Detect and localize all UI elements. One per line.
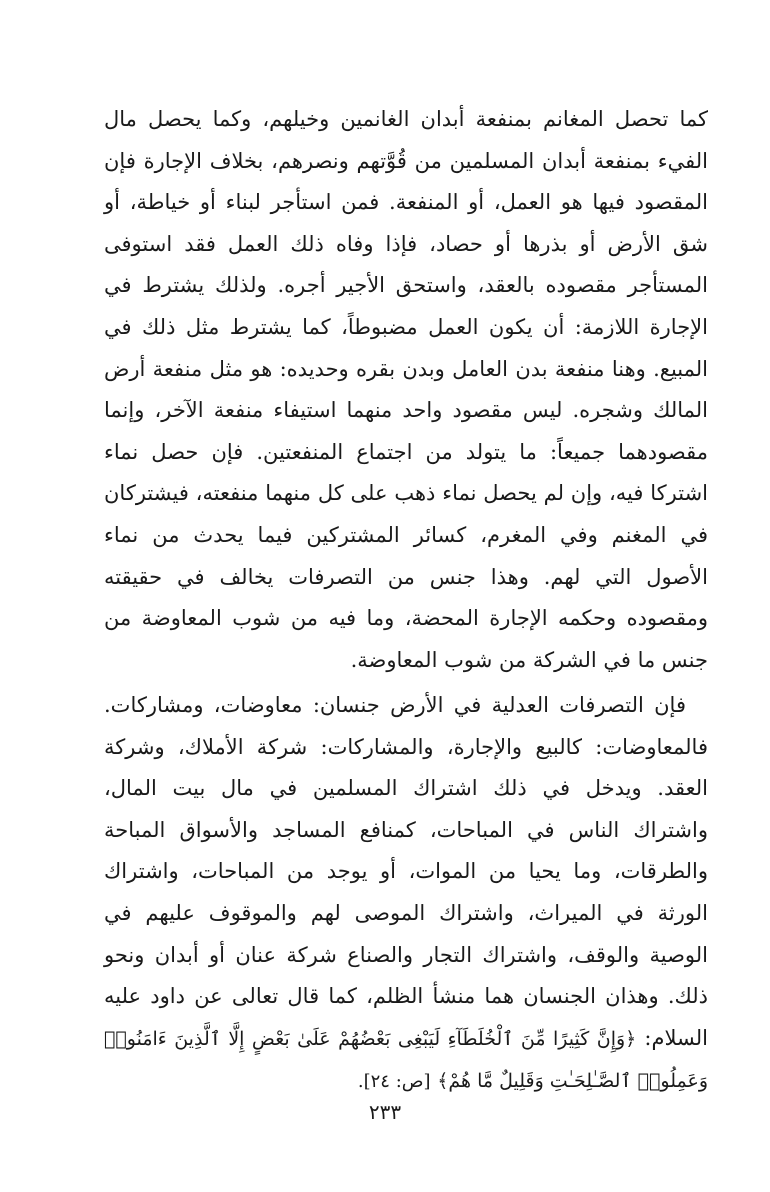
paragraph-1: كما تحصل المغانم بمنفعة أبدان الغانمين وخيلهم، وكما يحصل مال الفيء بمنفعة أبدان المسلمين من قُوَّتهم ونصرهم، بخلاف الإجارة فإن المقصود فيها هو العمل، أو المنفعة. فمن استأجر لبناء أو خياطة، أو شق الأرض أو بذرها أو حصاد، فإذا وفاه ذلك العمل فقد استوفى المستأجر مقصوده بالعقد، واستحق الأجير أجره. ولذلك يشترط في الإجارة اللازمة: أن يكون العمل مضبوطاً، كما يشترط مثل ذلك في المبيع. وهنا منفعة بدن العامل وبدن بقره وحديده: هو مثل منفعة أرض المالك وشجره. ليس مقصود واحد منهما استيفاء منفعة الآخر، وإنما مقصودهما جميعاً: ما يتولد من اجتماع المنفعتين. فإن حصل نماء اشتركا فيه، وإن لم يحصل نماء ذهب على كل منهما منفعته، فيشتركان في المغنم وفي المغرم، كسائر المشتركين فيما يحدث من نماء الأصول التي لهم. وهذا جنس من التصرفات يخالف في حقيقته ومقصوده وحكمه الإجارة المحضة، وما فيه من شوب المعاوضة من جنس ما في الشركة من شوب المعاوضة.	[104, 107, 708, 672]
paragraph-2	[104, 685, 708, 1103]
paragraph-2-text: فإن التصرفات العدلية في الأرض جنسان: معاوضات، ومشاركات. فالمعاوضات: كالبيع والإجارة، والمشاركات: شركة الأملاك، وشركة العقد. ويدخل في ذلك اشتراك المسلمين في مال بيت المال، واشتراك الناس في المباحات، كمنافع المساجد والأسواق المباحة والطرقات، وما يحيا من الموات، أو يوجد من المباحات، واشتراك الورثة في الميراث، واشتراك الموصى لهم والموقوف عليهم في الوصية والوقف، واشتراك التجار والصناع شركة عنان أو أبدان ونحو ذلك. وهذان الجنسان هما منشأ الظلم، كما قال تعالى عن داود عليه السلام:	[104, 693, 708, 1050]
quran-verse: ﴿وَإِنَّ كَثِيرًا مِّنَ ٱلْخُلَطَآءِ لَيَبْغِى بَعْضُهُمْ عَلَىٰ بَعْضٍ إِلَّا ٱلَّذِينَ ءَامَنُوا۟ وَعَمِلُوا۟ ٱلصَّـٰلِحَـٰتِ وَقَلِيلٌ مَّا هُمْ﴾	[104, 1027, 708, 1093]
verse-reference: [ص: ٢٤].	[357, 1071, 431, 1093]
page-number: ٢٣٣	[368, 1100, 402, 1124]
